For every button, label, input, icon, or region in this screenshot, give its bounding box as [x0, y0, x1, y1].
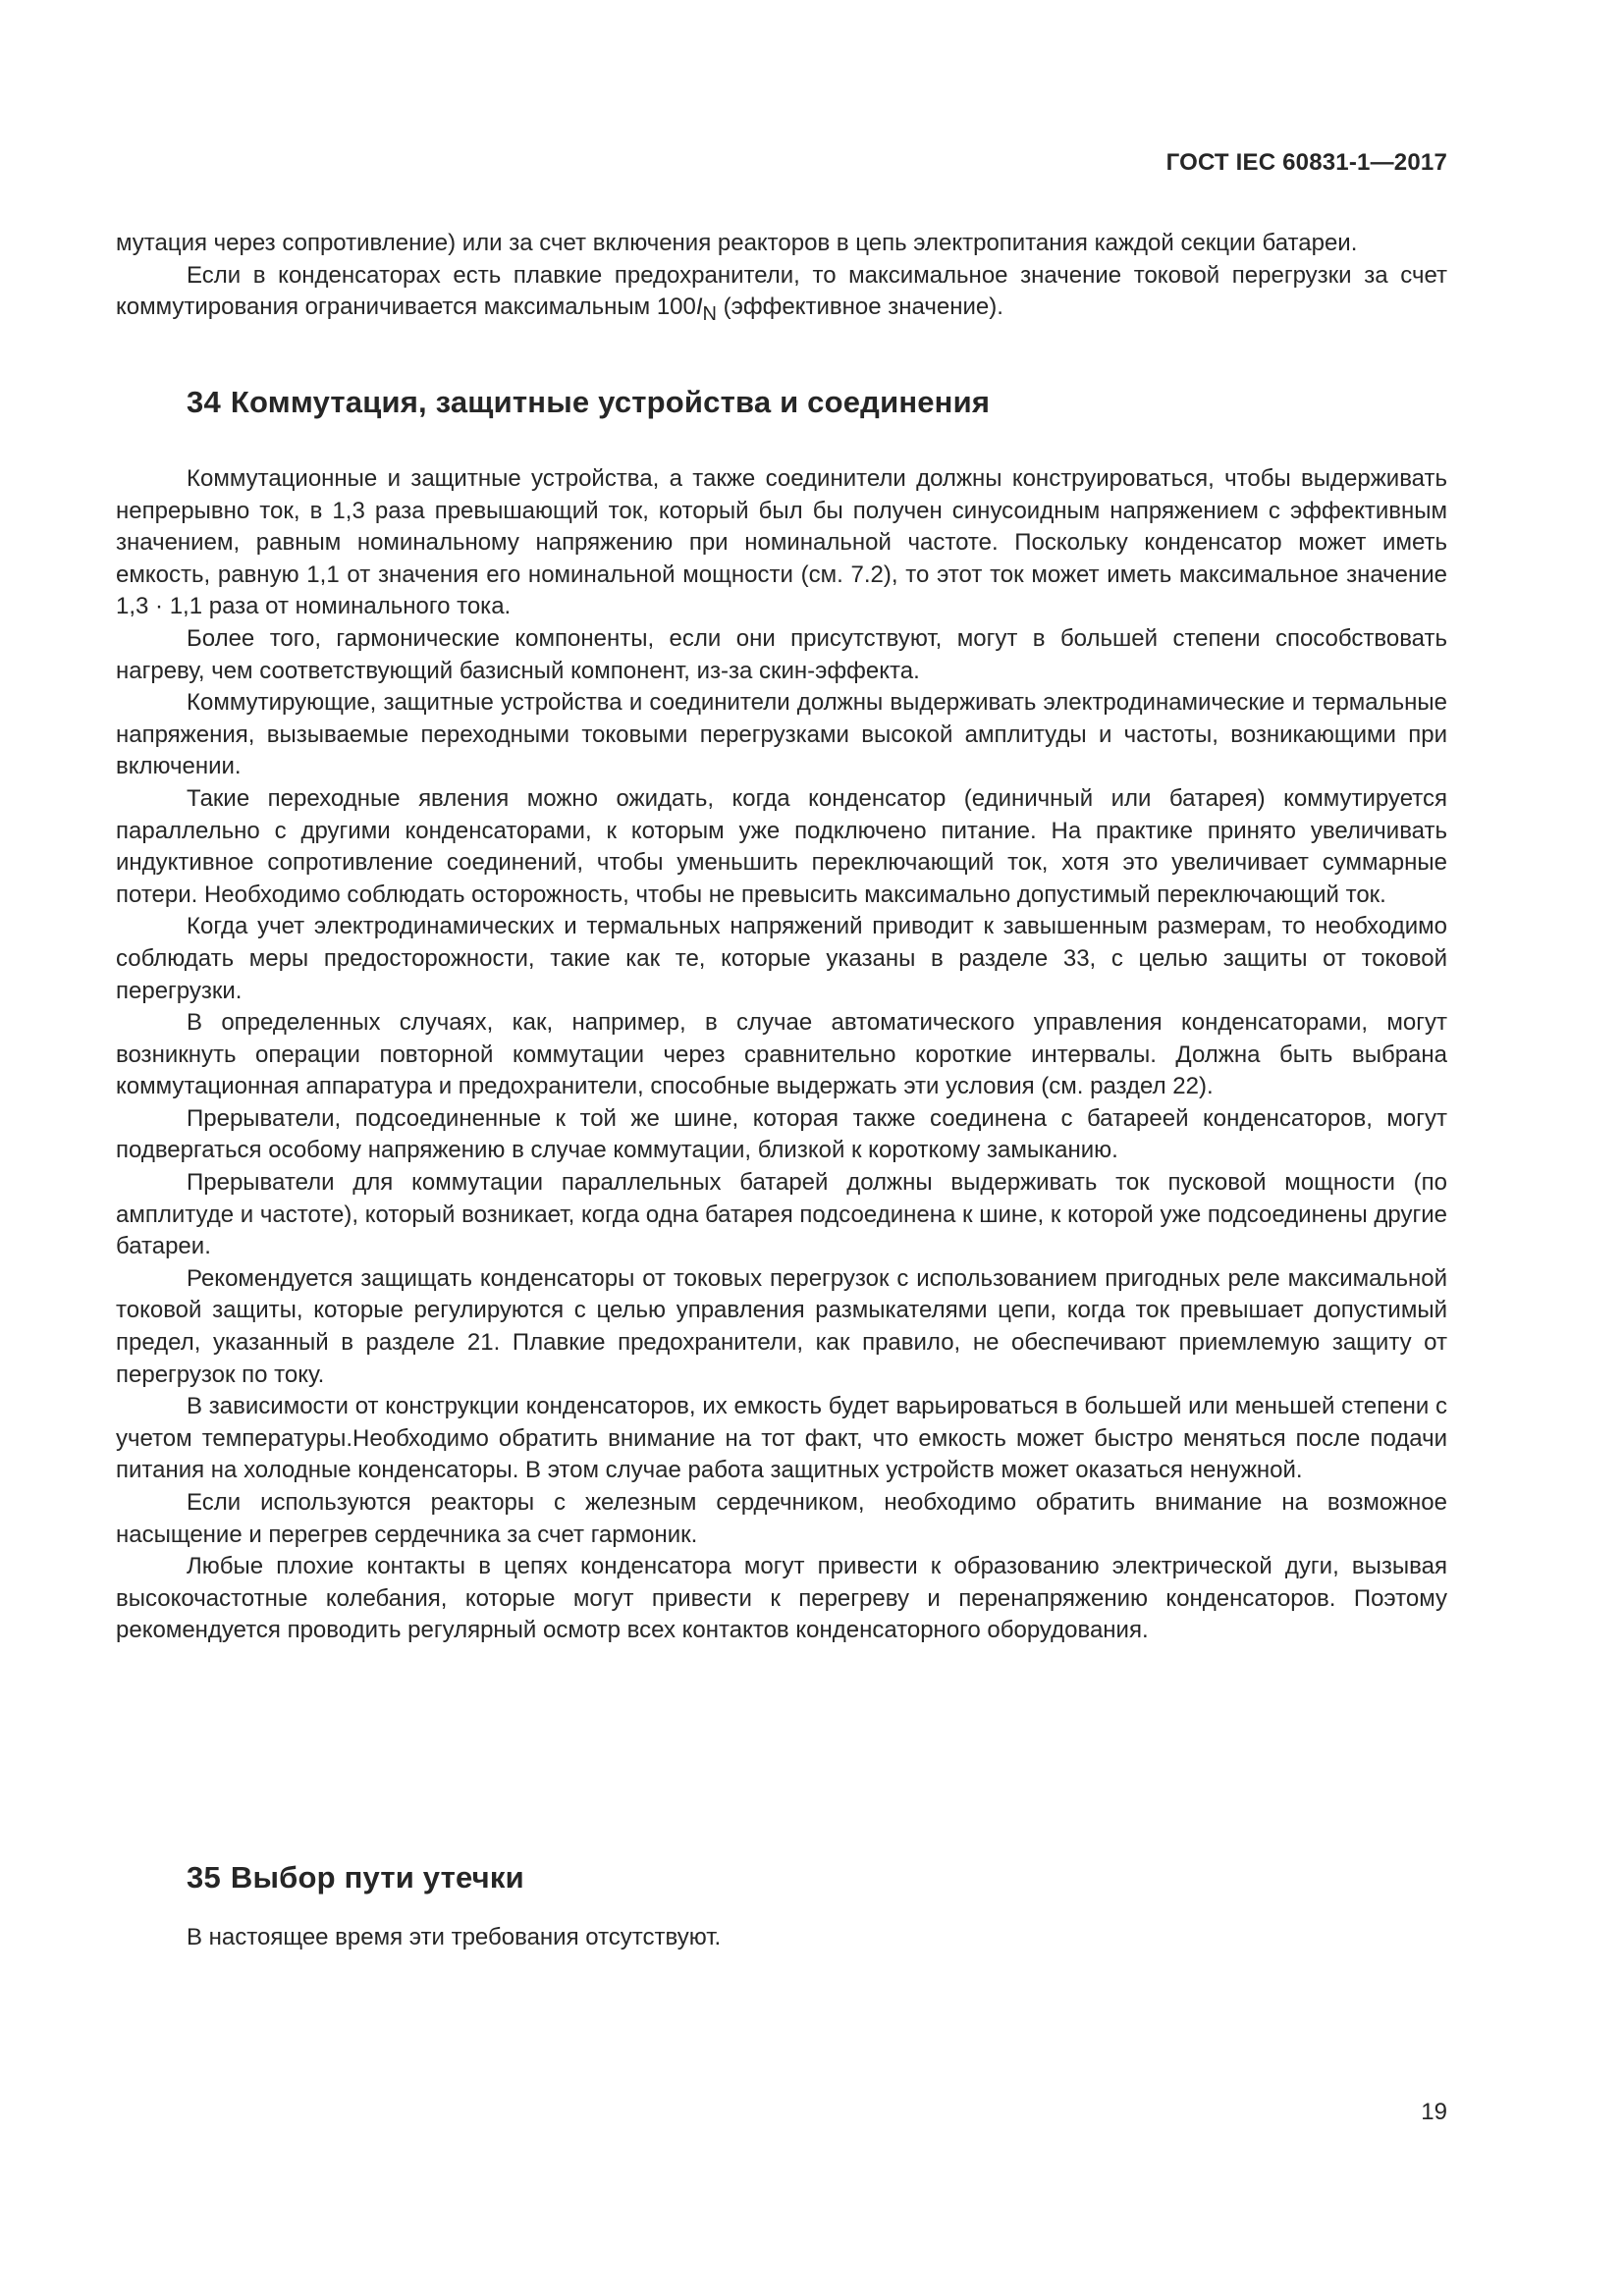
section-35-title: Выбор пути утечки	[230, 1860, 524, 1895]
section-34-paragraph: Если используются реакторы с железным сердечником, необходимо обратить внимание на возможное насыщение и перегрев сердечника за счет гармоник.	[116, 1489, 1447, 1548]
section-35-number: 35	[187, 1860, 221, 1895]
section-34-paragraph: Прерыватели для коммутации параллельных батарей должны выдерживать ток пусковой мощности (по амплитуде и частоте), который возникает, когда одна батарея подсоединена к шине, к которой уже подсоединены другие батареи.	[116, 1169, 1447, 1260]
section-35-body	[116, 1922, 1447, 1954]
section-35-heading	[187, 1860, 524, 1896]
section-34-title: Коммутация, защитные устройства и соединения	[230, 385, 991, 419]
intro-fuse-paragraph	[116, 260, 1447, 331]
section-34-paragraph: Любые плохие контакты в цепях конденсатора могут привести к образованию электрической дуги, вызывая высокочастотные колебания, которые могут привести к перегреву и перенапряжению конденсаторов. Поэтому рекомендуется проводить регулярный осмотр всех контактов конденсаторного оборудования.	[116, 1553, 1447, 1644]
rated-current-symbol: I	[695, 294, 703, 321]
section-34-paragraph: Когда учет электродинамических и термальных напряжений приводит к завышенным размерам, то необходимо соблюдать меры предосторожности, такие как те, которые указаны в разделе 33, с целью защиты от токовой перегрузки.	[116, 913, 1447, 1004]
section-34-body	[116, 463, 1447, 1647]
rated-current-subscript: N	[702, 302, 717, 325]
section-34-paragraph: Коммутирующие, защитные устройства и соединители должны выдерживать электродинамические и термальные напряжения, вызываемые переходными токовыми перегрузками высокой амплитуды и частоты, возникающими при включении.	[116, 689, 1447, 780]
section-34-paragraph: В определенных случаях, как, например, в случае автоматического управления конденсаторами, могут возникнуть операции повторной коммутации через сравнительно короткие интервалы. Должна быть выбрана коммутационная аппаратура и предохранители, способные выдержать эти условия (см. раздел 22).	[116, 1009, 1447, 1100]
section-34-paragraph: В зависимости от конструкции конденсаторов, их емкость будет варьироваться в большей или меньшей степени с учетом температуры.Необходимо обратить внимание на тот факт, что емкость может быстро меняться после подачи питания на холодные конденсаторы. В этом случае работа защитных устройств может оказаться ненужной.	[116, 1393, 1447, 1484]
section-35-paragraph: В настоящее время эти требования отсутствуют.	[187, 1924, 722, 1950]
section-34-number: 34	[187, 385, 221, 419]
document-code-header: ГОСТ IEC 60831-1—2017	[1165, 149, 1447, 176]
page-number: 19	[1421, 2099, 1447, 2125]
section-34-paragraph: Рекомендуется защищать конденсаторы от токовых перегрузок с использованием пригодных реле максимальной токовой защиты, которые регулируются с целью управления размыкателями цепи, когда ток превышает допустимый предел, указанный в разделе 21. Плавкие предохранители, как правило, не обеспечивают приемлемую защиту от перегрузок по току.	[116, 1264, 1447, 1388]
section-34-paragraph: Более того, гармонические компоненты, если они присутствуют, могут в большей степени способствовать нагреву, чем соответствующий базисный компонент, из-за скин-эффекта.	[116, 624, 1447, 684]
fuse-text-start: Если в конденсаторах есть плавкие предохранители, то максимальное значение токовой перегрузки за счет коммутирования ограничивается максимальным 100	[116, 261, 1447, 321]
section-34-paragraph: Такие переходные явления можно ожидать, когда конденсатор (единичный или батарея) коммутируется параллельно с другими конденсаторами, к которым уже подключено питание. На практике принято увеличивать индуктивное сопротивление соединений, чтобы уменьшить переключающий ток, хотя это увеличивает суммарные потери. Необходимо соблюдать осторожность, чтобы не превысить максимально допустимый переключающий ток.	[116, 784, 1447, 908]
section-34-heading	[187, 385, 990, 420]
intro-continuation-paragraph: мутация через сопротивление) или за счет включения реакторов в цепь электропитания каждой секции батареи.	[116, 230, 1358, 256]
section-34-paragraph: Коммутационные и защитные устройства, а также соединители должны конструироваться, чтобы выдерживать непрерывно ток, в 1,3 раза превышающий ток, который был бы получен синусоидным напряжением с эффективным значением, равным номинальному напряжению при номинальной частоте. Поскольку конденсатор может иметь емкость, равную 1,1 от значения его номинальной мощности (см. 7.2), то этот ток может иметь максимальное значение 1,3 · 1,1 раза от номинального тока.	[116, 465, 1447, 620]
intro-block	[116, 228, 1447, 331]
fuse-text-end: (эффективное значение).	[716, 294, 1003, 321]
section-34-paragraph: Прерыватели, подсоединенные к той же шине, которая также соединена с батареей конденсаторов, могут подвергаться особому напряжению в случае коммутации, близкой к короткому замыканию.	[116, 1104, 1447, 1164]
